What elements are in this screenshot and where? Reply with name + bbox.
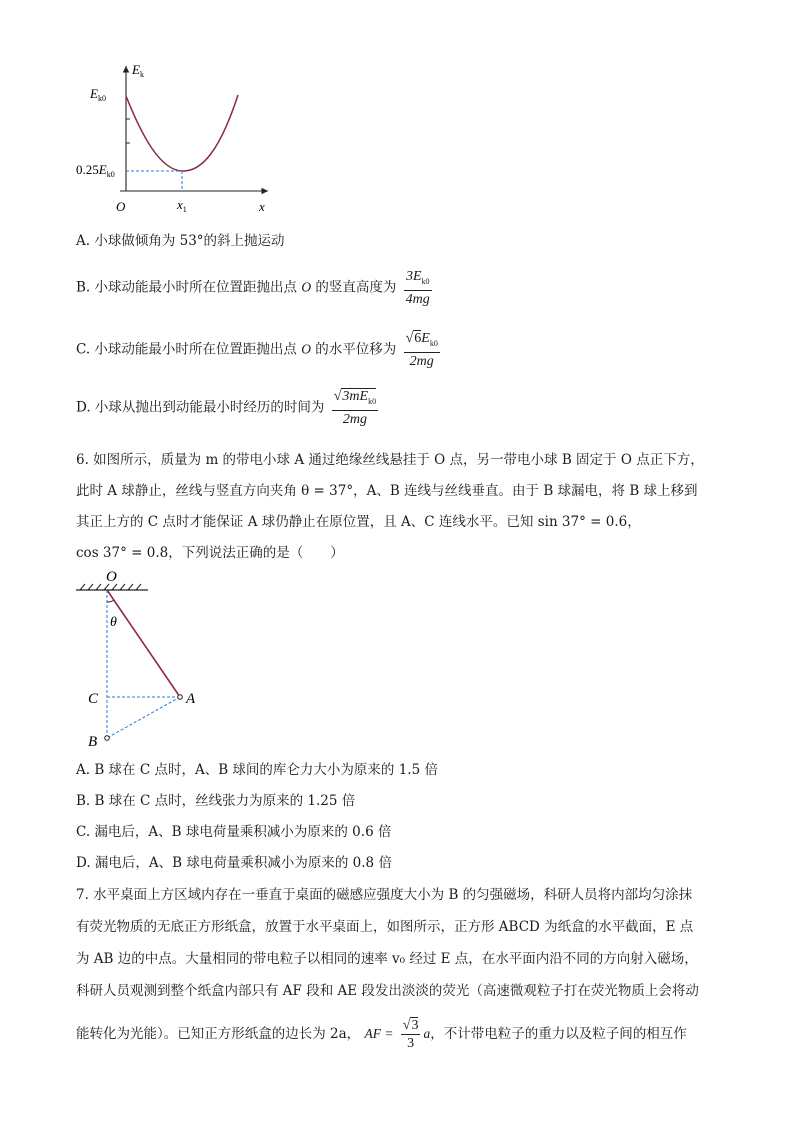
q7-line-1: 7. 水平桌面上方区域内存在一垂直于桌面的磁感应强度大小为 B 的匀强磁场，科研人员将内部均匀涂抹 — [76, 887, 693, 903]
q7-line-3: 为 AB 边的中点。大量相同的带电粒子以相同的速率 v₀ 经过 E 点，在水平面内沿不同的方向射入磁场， — [76, 951, 698, 967]
label-o: O — [106, 569, 117, 585]
q5-option-d-fraction: $\frac{√3mE_{k0}}{2mg}$ — [333, 389, 377, 427]
q5-option-b-fraction: $\frac{3E_{k0}}{4mg}$ — [405, 269, 430, 307]
q6-stem-line-2: 此时 A 球静止，丝线与竖直方向夹角 θ = 37°，A、B 连线与丝线垂直。由于 B 球漏电，将 B 球上移到 — [76, 483, 698, 499]
q5-option-a: A. 小球做倾角为 53°的斜上抛运动 — [76, 233, 285, 249]
ball-b — [105, 736, 110, 741]
q5-option-b-point: O — [301, 279, 312, 295]
q5-option-d — [76, 388, 381, 428]
q7-line-5-start: 能转化为光能）。已知正方形纸盒的边长为 2a， — [76, 1026, 361, 1042]
ball-a — [178, 695, 183, 700]
q6-stem-line-4: cos 37° = 0.8，下列说法正确的是（ ） — [76, 545, 344, 561]
q7-line-2: 有荧光物质的无底正方形纸盒，放置于水平桌面上，如图所示，正方形 ABCD 为纸盒的水平截面，E 点 — [76, 919, 694, 935]
q7-af-equation: AF = — [364, 1026, 394, 1041]
ab-dashed-line — [107, 697, 180, 738]
y-axis-label: $E_k$ — [132, 62, 144, 79]
min-label: $0.25E_{k0}$ — [76, 162, 115, 179]
q7-line-5 — [76, 1014, 687, 1054]
origin-label: O — [116, 199, 126, 214]
q6-option-b: B. B 球在 C 点时，丝线张力为原来的 1.25 倍 — [76, 793, 356, 809]
q5-option-c-text: C. 小球动能最小时所在位置距抛出点 — [76, 341, 297, 358]
q5-option-b-text: B. 小球动能最小时所在位置距抛出点 — [76, 279, 298, 296]
q5-option-c-tail: 的水平位移为 — [315, 341, 397, 358]
label-a: A — [186, 691, 196, 707]
q6-option-c: C. 漏电后，A、B 球电荷量乘积减小为原来的 0.6 倍 — [76, 824, 392, 840]
string — [107, 590, 180, 697]
pendulum-figure — [70, 566, 220, 750]
theta-arc — [107, 600, 114, 602]
q6-stem-line-1: 6. 如图所示，质量为 m 的带电小球 A 通过绝缘丝线悬挂于 O 点，另一带电小球 B 固定于 O 点正下方， — [76, 452, 704, 468]
q6-option-a: A. B 球在 C 点时，A、B 球间的库仑力大小为原来的 1.5 倍 — [76, 762, 438, 778]
q7-line-4: 科研人员观测到整个纸盒内部只有 AF 段和 AE 段发出淡淡的荧光（高速微观粒子打在荧光物质上会将动 — [76, 983, 699, 999]
q6-stem-line-3: 其正上方的 C 点时才能保证 A 球仍静止在原位置，且 A、C 连线水平。已知 sin 37° = 0.6， — [76, 514, 641, 530]
x-axis-label: x — [259, 199, 265, 214]
label-b: B — [88, 734, 98, 750]
q5-option-b — [76, 268, 435, 308]
label-theta: θ — [110, 615, 117, 630]
q5-option-c-fraction: $\frac{√6E_{k0}}{2mg}$ — [405, 331, 438, 369]
q5-option-d-text: D. 小球从抛出到动能最小时经历的时间为 — [76, 399, 325, 416]
q5-option-b-tail: 的竖直高度为 — [315, 279, 397, 296]
kinetic-energy-graph — [70, 58, 280, 218]
q7-af-unit: a — [423, 1026, 431, 1041]
ek0-label: $E_{k0}$ — [90, 86, 106, 103]
q5-option-c-point: O — [301, 341, 311, 357]
q5-option-c — [76, 330, 443, 370]
q6-option-d: D. 漏电后，A、B 球电荷量乘积减小为原来的 0.8 倍 — [76, 855, 392, 871]
ek-curve — [126, 95, 238, 171]
q7-line-5-end: ，不计带电粒子的重力以及粒子间的相互作 — [430, 1026, 687, 1042]
label-c: C — [88, 691, 99, 707]
q7-af-fraction: $\frac{√3}{3}$ — [402, 1018, 419, 1051]
x1-label: $x_1$ — [177, 197, 187, 214]
